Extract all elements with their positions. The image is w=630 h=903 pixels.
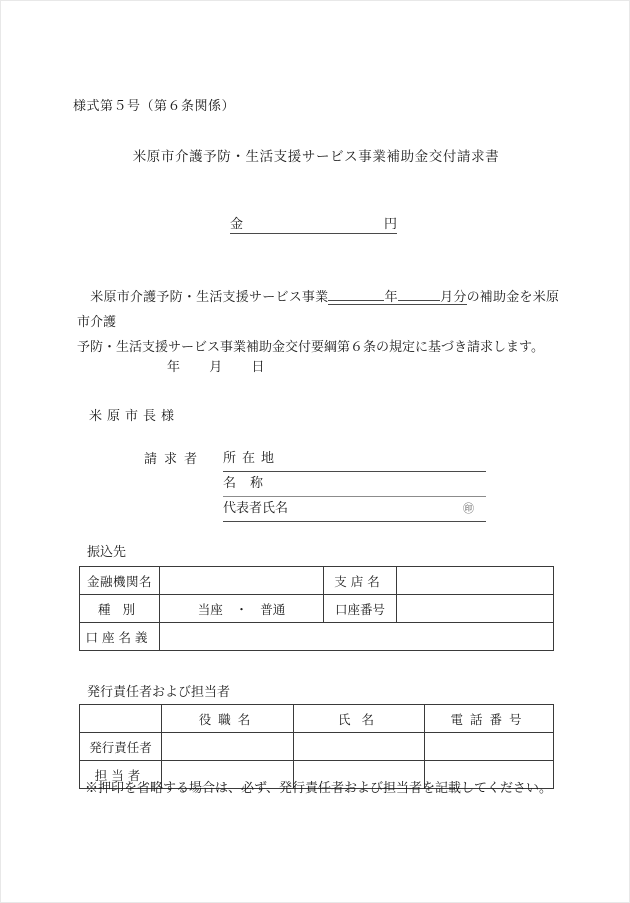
table-row bbox=[80, 733, 554, 761]
date-month-label[interactable]: 月 bbox=[209, 359, 223, 374]
branch-name-value[interactable] bbox=[397, 567, 554, 595]
seal-icon: ㊞ bbox=[463, 503, 474, 515]
account-number-value[interactable] bbox=[397, 595, 554, 623]
account-type-options[interactable]: 当座 ・ 普通 bbox=[160, 595, 324, 623]
issuer-responsible-position[interactable] bbox=[162, 733, 294, 761]
fiscal-year-input[interactable] bbox=[328, 300, 384, 301]
column-header-position: 役職名 bbox=[162, 705, 294, 733]
claimant-address-row[interactable] bbox=[223, 447, 486, 472]
form-number: 様式第５号（第６条関係） bbox=[73, 98, 236, 113]
date-line bbox=[167, 356, 265, 375]
table-row bbox=[80, 567, 554, 595]
amount-suffix-label: 円 bbox=[383, 216, 397, 231]
year-label: 年 bbox=[384, 289, 398, 304]
column-header-phone: 電話番号 bbox=[425, 705, 554, 733]
date-year-label[interactable]: 年 bbox=[167, 359, 181, 374]
claimant-representative-label: 代表者氏名 bbox=[223, 500, 289, 515]
issuer-responsible-name[interactable] bbox=[294, 733, 425, 761]
body-after-month: の補助金を米原市介護 bbox=[77, 289, 559, 329]
issuer-corner-cell bbox=[80, 705, 162, 733]
row-label-issuer-responsible: 発行責任者 bbox=[80, 733, 162, 761]
claimant-name-label: 名称 bbox=[223, 475, 278, 490]
body-lead-program: 米原市介護予防・生活支援サービス事業 bbox=[90, 289, 329, 304]
account-holder-value[interactable] bbox=[160, 623, 554, 651]
claimant-address-label: 所在地 bbox=[223, 450, 281, 465]
addressee: 米原市長様 bbox=[89, 408, 180, 423]
table-row bbox=[80, 623, 554, 651]
year-blank-group bbox=[328, 289, 466, 305]
account-holder-label: 口座名義 bbox=[80, 623, 160, 651]
footnote: ※押印を省略する場合は、必ず、発行責任者および担当者を記載してください。 bbox=[85, 780, 552, 795]
row-label-contact-person: 担当者 bbox=[80, 761, 162, 789]
bank-name-value[interactable] bbox=[160, 567, 324, 595]
table-header-row bbox=[80, 705, 554, 733]
body-line-2: 予防・生活支援サービス事業補助金交付要綱第６条の規定に基づき請求します。 bbox=[77, 339, 544, 354]
claimant-fields bbox=[223, 447, 486, 522]
account-number-label: 口座番号 bbox=[324, 595, 397, 623]
claimant-label: 請求者 bbox=[144, 451, 205, 466]
body-paragraph bbox=[77, 284, 559, 359]
bank-info-table bbox=[79, 566, 554, 651]
month-label: 月分 bbox=[439, 289, 467, 304]
issuer-section-caption: 発行責任者および担当者 bbox=[87, 684, 231, 699]
issuer-responsible-phone[interactable] bbox=[425, 733, 554, 761]
branch-name-label: 支店名 bbox=[324, 567, 397, 595]
bank-section-caption: 振込先 bbox=[87, 544, 127, 559]
claimant-name-row[interactable] bbox=[223, 472, 486, 497]
table-row bbox=[80, 595, 554, 623]
account-type-label: 種別 bbox=[80, 595, 160, 623]
bank-name-label: 金融機関名 bbox=[80, 567, 160, 595]
page-title: 米原市介護予防・生活支援サービス事業補助金交付請求書 bbox=[132, 149, 500, 164]
amount-field-row bbox=[230, 213, 397, 234]
amount-prefix-label: 金 bbox=[230, 216, 244, 231]
column-header-name: 氏名 bbox=[294, 705, 425, 733]
claimant-representative-row[interactable] bbox=[223, 497, 486, 522]
month-input[interactable] bbox=[398, 300, 440, 301]
date-day-label[interactable]: 日 bbox=[251, 359, 265, 374]
